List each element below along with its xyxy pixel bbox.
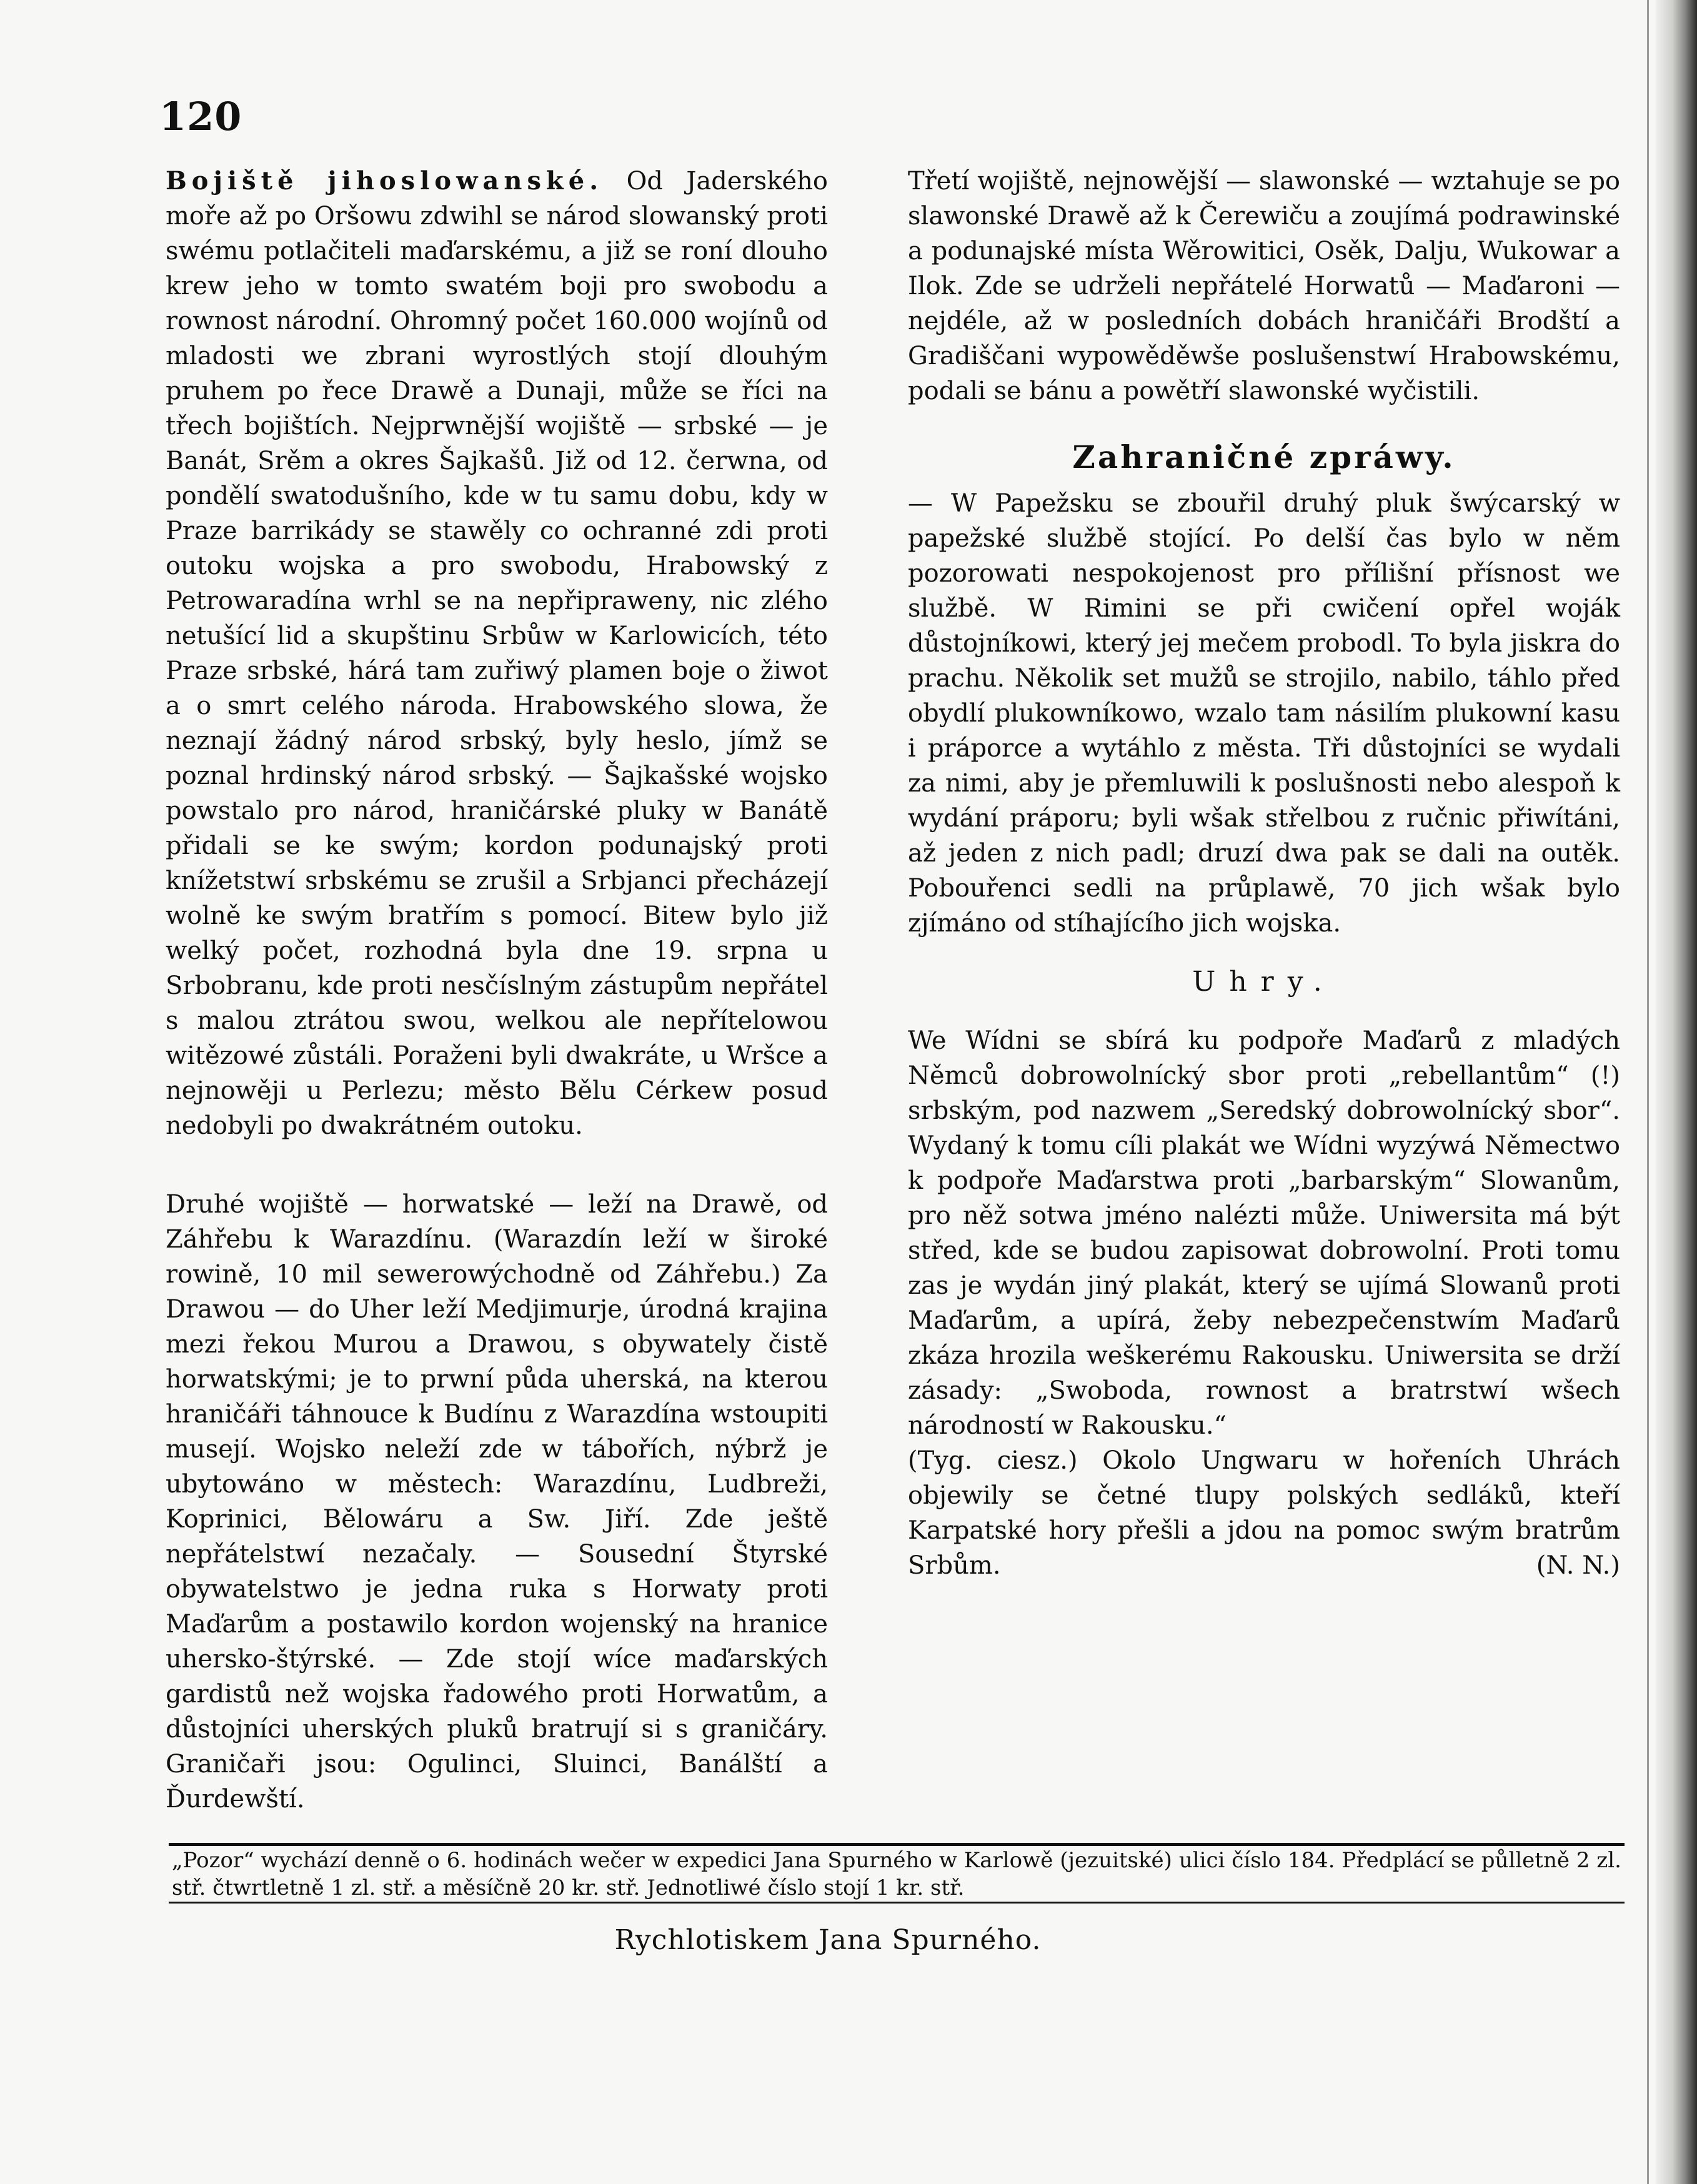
article-battlefields (166, 164, 828, 1143)
subscription-notice: „Pozor“ wychází denně o 6. hodinách wečer w expedici Jana Spurného w Karlowě (jezuitské) ulici číslo 184. Předplácí se půlletně 2 zl. stř. čtwrtletně 1 zl. stř. a měsíčně 20 kr. stř. Jednotliwé číslo stojí 1 kr. stř. (172, 1848, 1621, 1900)
article-battlefields-text: Od Jaderského moře až po Oršowu zdwihl se národ slowanský proti swému potlačiteli maďarskému, a již se roní dlouho krew jeho w tomto swatém boji pro swobodu a rownost národní. Ohromný počet 160.000 wojínů od mladosti we zbrani wyrostlých stojí dlouhým pruhem po řece Drawě a Dunaji, může se říci na třech bojištích. Nejprwnější wojiště — srbské — je Banát, Srěm a okres Šajkašů. Již od 12. čerwna, od pondělí swatodušního, kde w tu samu dobu, kdy w Praze barrikády se stawěly co ochranné zdi proti outoku wojska a pro swobodu, Hrabowský z Petrowaradína wrhl se na nepřipraweny, nic zlého netušící lid a skupštinu Srbůw w Karlowicích, této Praze srbské, hárá tam zuřiwý plamen boje o žiwot a o smrt celého národa. Hrabowského slowa, že neznají žádný národ srbský, byly heslo, jímž se poznal hrdinský národ srbský. — Šajkašské wojsko powstalo pro národ, hraničárské pluky w Banátě přidali se ke swým; kordon podunajský proti knížetstwí srbskému se zrušil a Srbjanci přecházejí wolně ke swým bratřím s pomocí. Bitew bylo již welký počet, rozhodná byla dne 19. srpna u Srbobranu, kde proti nesčíslným zástupům nepřátel s malou ztrátou swou, welkou ale nepřítelowou witězowé zůstáli. Poraženi byli dwakráte, u Wršce a nejnowěji u Perlezu; město Bělu Cérkew posud nedobyli po dwakrátném outoku. (166, 167, 828, 1140)
footer-rule-top (169, 1843, 1625, 1846)
heading-foreign-news: Zahraničné zpráwy. (1072, 439, 1456, 475)
article-polish-peasants-text: (Tyg. ciesz.) Okolo Ungwaru w hořeních Uhrách objewily se četné tlupy polských sedláků, kteří Karpatské hory přešli a jdou na pomoc swým bratrům Srbům. (908, 1446, 1620, 1580)
article-third-battlefield: Třetí wojiště, nejnowější — slawonské — wztahuje se po slawonské Drawě až k Čerewiču a zoujímá podrawinské a podunajské místa Wěrowitici, Osěk, Dalju, Wukowar a Ilok. Zde se udrželi nepřátelé Horwatů — Maďaroni — nejdéle, až w posledních dobách hraničáři Brodští a Gradiščani wypowěděwše poslušenstwí Hrabowskému, podali se bánu a powětří slawonské wyčistili. (908, 167, 1620, 405)
article-source: (N. N.) (1536, 1551, 1620, 1580)
printer-imprint: Rychlotiskem Jana Spurného. (614, 1924, 1042, 1956)
article-papal-states: — W Papežsku se zbouřil druhý pluk šwýcarský w papežské službě stojící. Po delší čas bylo w něm pozorowati nespokojenost pro přílišní přísnost we službě. W Rimini se při cwičení opřel woják důstojníkowi, který jej mečem probodl. To byla jiskra do prachu. Několik set mužů se strojilo, nabilo, táhlo před obydlí plukowníkowo, wzalo tam násilím plukowní kasu i práporce a wytáhlo z města. Tři důstojníci se wydali za nimi, aby je přemluwili k poslušnosti nebo alespoň k wydání práporu; byli wšak střelbou z ručnic přiwítáni, až jeden z nich padl; druzí dwa pak se dali na outěk. Pobouřenci sedli na průplawě, 70 jich wšak bylo zjímáno od stíhajícího jich wojska. (908, 489, 1620, 938)
footer-rule-bottom (169, 1902, 1625, 1904)
page-edge-line (1647, 0, 1649, 2184)
article-second-battlefield: Druhé wojiště — horwatské — leží na Drawě, od Záhřebu k Warazdínu. (Warazdín leží w široké rowině, 10 mil sewerowýchodně od Záhřebu.) Za Drawou — do Uher leží Medjimurje, úrodná krajina mezi řekou Murou a Drawou, s obywately čistě horwatskými; je to prwní půda uherská, na kterou hraničáři táhnouce k Budínu z Warazdína wstoupiti musejí. Wojsko neleží zde w tábořích, nýbrž je ubytowáno w městech: Warazdínu, Ludbreži, Koprinici, Bělowáru a Sw. Jiří. Zde ještě nepřátelstwí nezačaly. — Sousední Štyrské obywatelstwo je jedna ruka s Horwaty proti Maďarům a postawilo kordon wojenský na hranice uhersko-štýrské. — Zde stojí wíce maďarských gardistů než wojska řadowého proti Horwatům, a důstojníci uherských pluků bratrují si s graničáry. Graničaři jsou: Ogulinci, Sluinci, Banálští a Ďurdewští. (166, 1190, 828, 1814)
right-column (908, 164, 1620, 1583)
page-number: 120 (159, 94, 242, 139)
page-edge-shadow (1656, 0, 1697, 2184)
heading-hungary: Uhry. (1192, 966, 1336, 998)
article-vienna-volunteers: We Wídni se sbírá ku podpoře Maďarů z mladých Němců dobrowolnícký sbor proti „rebellantům“ (!) srbským, pod nazwem „Seredský dobrowolnícký sbor“. Wydaný k tomu cíli plakát we Wídni wyzýwá Němectwo k podpoře Maďarstwa proti „barbarským“ Slowanům, pro něž sotwa jméno nalézti může. Uniwersita má být střed, kde se budou zapisowat dobrowolní. Proti tomu zas je wydán jiný plakát, který se ujímá Slowanů proti Maďarům, a upírá, žeby nebezpečenstwím Maďarů zkáza hrozila weškerému Rakousku. Uniwersita se drží zásady: „Swoboda, rownost a bratrstwí wšech národností w Rakousku.“ (908, 1026, 1620, 1440)
paragraph-gap (166, 1143, 828, 1187)
left-column (166, 164, 828, 1817)
article-polish-peasants (908, 1443, 1620, 1583)
article-lead-title: Bojiště jihoslowanské. (166, 166, 604, 196)
